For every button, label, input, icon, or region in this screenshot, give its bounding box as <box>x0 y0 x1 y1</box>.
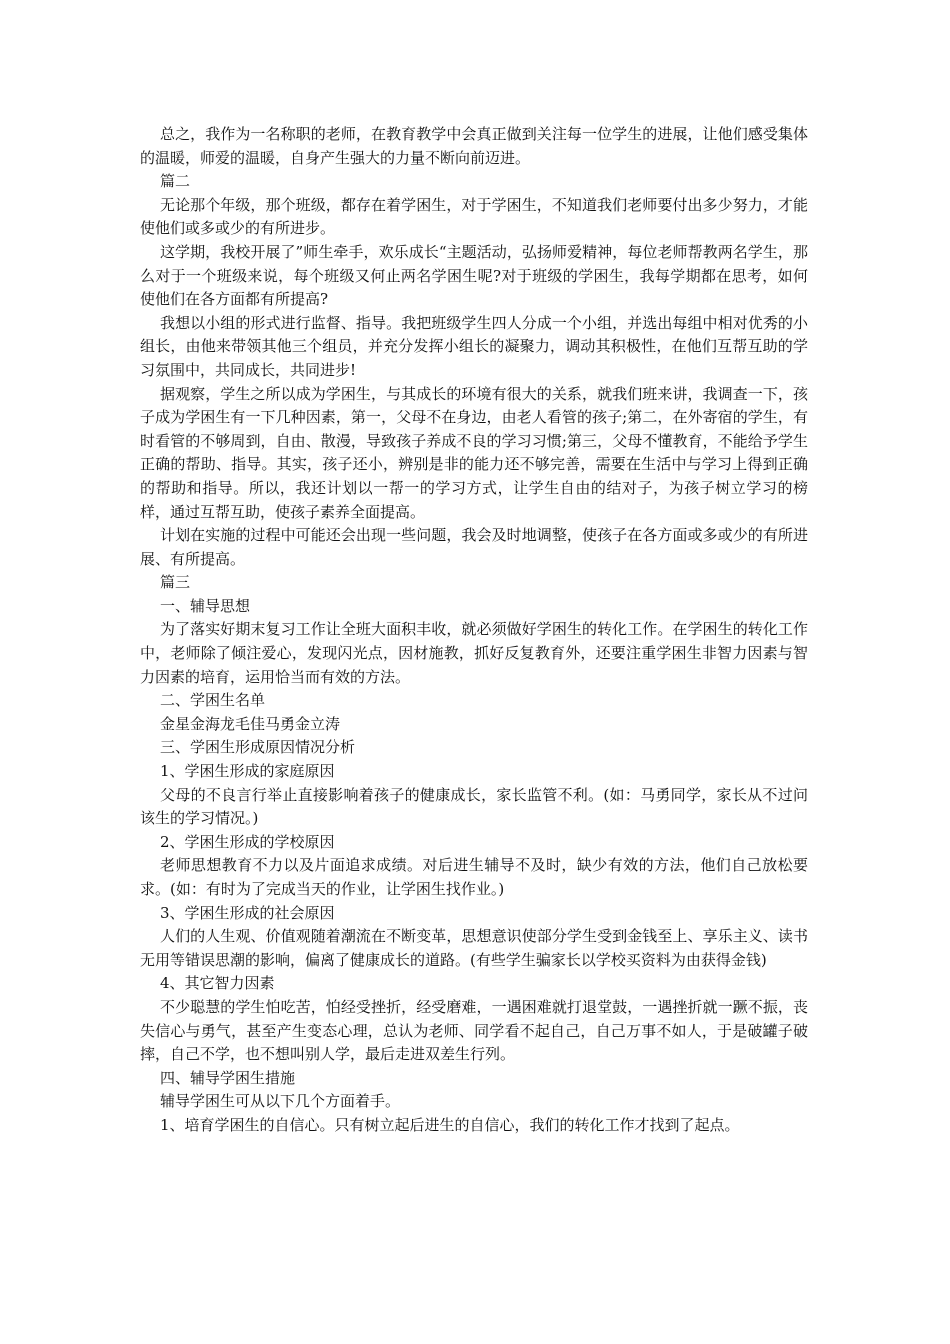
paragraph: 辅导学困生可从以下几个方面着手。 <box>160 1092 401 1111</box>
paragraph: 为了落实好期末复习工作让全班大面积丰收，就必须做好学困生的转化工作。在学困生的转化工作中，老师除了倾注爱心，发现闪光点，因材施教，抓好反复教育外，还要注重学困生非智力因素与智力因素的培育，运用恰当而有效的方法。 <box>140 620 808 686</box>
paragraph-conclusion: 总之，我作为一名称职的老师，在教育教学中会真正做到关注每一位学生的进展，让他们感受集体的温暖，师爱的温暖，自身产生强大的力量不断向前迈进。 <box>140 125 808 167</box>
heading-student-list: 二、学困生名单 <box>160 691 266 710</box>
subheading-social-cause: 3、学困生形成的社会原因 <box>160 903 335 922</box>
subheading-family-cause: 1、学困生形成的家庭原因 <box>160 762 335 781</box>
document-page <box>140 123 808 1138</box>
paragraph: 我想以小组的形式进行监督、指导。我把班级学生四人分成一个小组，并选出每组中相对优秀的小组长，由他来带领其他三个组员，并充分发挥小组长的凝聚力，调动其积极性，在他们互帮互助的学习氛围中，共同成长，共同进步! <box>140 313 808 379</box>
section-heading-part-two: 篇二 <box>160 172 191 191</box>
paragraph: 老师思想教育不力以及片面追求成绩。对后进生辅导不及时，缺少有效的方法，他们自己放松要求。(如：有时为了完成当天的作业，让学困生找作业。) <box>140 856 808 898</box>
paragraph: 人们的人生观、价值观随着潮流在不断变革，思想意识使部分学生受到金钱至上、享乐主义、读书无用等错误思潮的影响，偏离了健康成长的道路。(有些学生骗家长以学校买资料为由获得金钱) <box>140 927 808 969</box>
heading-cause-analysis: 三、学困生形成原因情况分析 <box>160 738 356 757</box>
paragraph: 1、培育学困生的自信心。只有树立起后进生的自信心，我们的转化工作才找到了起点。 <box>160 1115 740 1134</box>
paragraph: 父母的不良言行举止直接影响着孩子的健康成长，家长监管不利。(如：马勇同学，家长从不过问该生的学习情况。) <box>140 785 808 828</box>
paragraph: 不少聪慧的学生怕吃苦，怕经受挫折，经受磨难，一遇困难就打退堂鼓，一遇挫折就一蹶不振，丧失信心与勇气，甚至产生变态心理，总认为老师、同学看不起自己，自己万事不如人，于是破罐子破摔，自己不学，也不想叫别人学，最后走进双差生行列。 <box>140 997 808 1064</box>
section-heading-part-three: 篇三 <box>160 573 191 592</box>
heading-measures: 四、辅导学困生措施 <box>160 1068 296 1087</box>
paragraph: 据观察，学生之所以成为学困生，与其成长的环境有很大的关系，就我们班来讲，我调查一下，孩子成为学困生有一下几种因素，第一，父母不在身边，由老人看管的孩子;第二，在外寄宿的学生，有时看管的不够周到，自由、散漫，导致孩子养成不良的学习习惯;第三，父母不懂教育，不能给予学生正确的帮助、指导。其实，孩子还小，辨别是非的能力还不够完善，需要在生活中与学习上得到正确的帮助和指导。所以，我还计划以一帮一的学习方式，让学生自由的结对子，为孩子树立学习的榜样，通过互帮互助，使孩子素养全面提高。 <box>140 384 808 521</box>
heading-guidance-idea: 一、辅导思想 <box>160 596 251 615</box>
paragraph: 计划在实施的过程中可能还会出现一些问题，我会及时地调整，使孩子在各方面或多或少的有所进展、有所提高。 <box>140 526 808 568</box>
subheading-school-cause: 2、学困生形成的学校原因 <box>160 832 335 851</box>
subheading-other-factors: 4、其它智力因素 <box>160 974 275 993</box>
paragraph: 这学期，我校开展了”师生牵手，欢乐成长“主题活动，弘扬师爱精神，每位老师帮教两名学生，那么对于一个班级来说，每个班级又何止两名学困生呢?对于班级的学困生，我每学期都在思考，如何使他们在各方面都有所提高? <box>140 242 808 309</box>
student-names: 金星金海龙毛佳马勇金立涛 <box>160 714 341 733</box>
paragraph: 无论那个年级，那个班级，都存在着学困生，对于学困生，不知道我们老师要付出多少努力，才能使他们或多或少的有所进步。 <box>140 195 808 238</box>
